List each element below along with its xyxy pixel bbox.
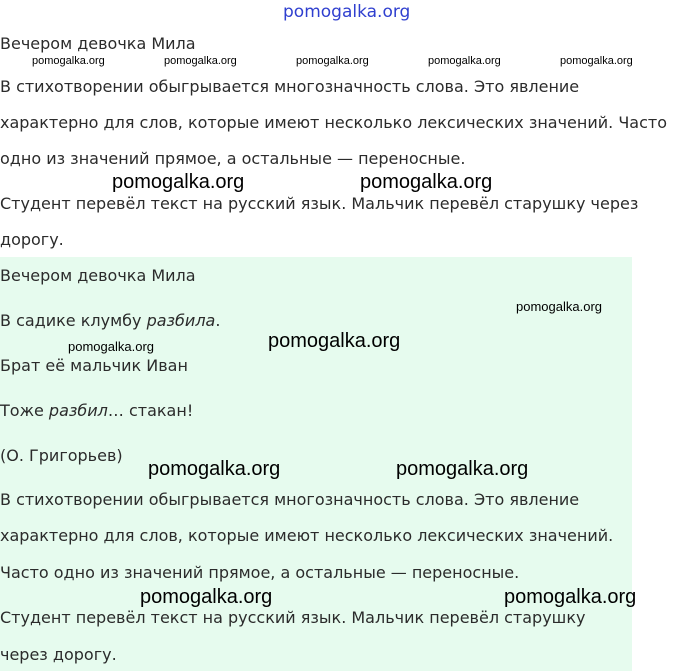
watermark: pomogalka.org: [268, 330, 401, 352]
watermark: pomogalka.org: [140, 586, 273, 608]
answer-example-line-2: через дорогу.: [0, 645, 117, 664]
site-watermark-header: pomogalka.org: [283, 2, 411, 22]
answer-explanation-line-1: В стихотворении обыгрывается многозначность слова. Это явление: [0, 490, 580, 509]
watermark: pomogalka.org: [560, 55, 633, 67]
watermark: pomogalka.org: [112, 171, 245, 193]
explanation-line-1: В стихотворении обыгрывается многозначность слова. Это явление: [0, 77, 580, 96]
example-line-2: дорогу.: [0, 230, 64, 249]
watermark: pomogalka.org: [32, 55, 105, 67]
watermark: pomogalka.org: [164, 55, 237, 67]
answer-explanation-line-3: Часто одно из значений прямое, а остальные — переносные.: [0, 563, 520, 582]
watermark: pomogalka.org: [296, 55, 369, 67]
watermark: pomogalka.org: [360, 171, 493, 193]
poem-title: Вечером девочка Мила: [0, 34, 196, 53]
explanation-line-2: характерно для слов, которые имеют несколько лексических значений. Часто: [0, 113, 668, 132]
answer-explanation-line-2: характерно для слов, которые имеют несколько лексических значений.: [0, 526, 614, 545]
watermark: pomogalka.org: [396, 458, 529, 480]
poem-line-4: Тоже разбил… стакан!: [0, 401, 194, 420]
watermark: pomogalka.org: [148, 458, 281, 480]
explanation-line-3: одно из значений прямое, а остальные — переносные.: [0, 149, 466, 168]
watermark: pomogalka.org: [504, 586, 637, 608]
answer-example-line-1: Студент перевёл текст на русский язык. Мальчик перевёл старушку: [0, 608, 586, 627]
poem-line-2: В садике клумбу разбила.: [0, 311, 221, 330]
watermark: pomogalka.org: [68, 339, 154, 354]
emphasis-word: разбил: [48, 401, 108, 420]
poem-line-3: Брат её мальчик Иван: [0, 356, 188, 375]
poem-author: (О. Григорьев): [0, 446, 123, 465]
emphasis-word: разбила: [146, 311, 216, 330]
watermark: pomogalka.org: [516, 299, 602, 314]
example-line-1: Студент перевёл текст на русский язык. Мальчик перевёл старушку через: [0, 194, 639, 213]
poem-line-1: Вечером девочка Мила: [0, 266, 196, 285]
watermark: pomogalka.org: [428, 55, 501, 67]
